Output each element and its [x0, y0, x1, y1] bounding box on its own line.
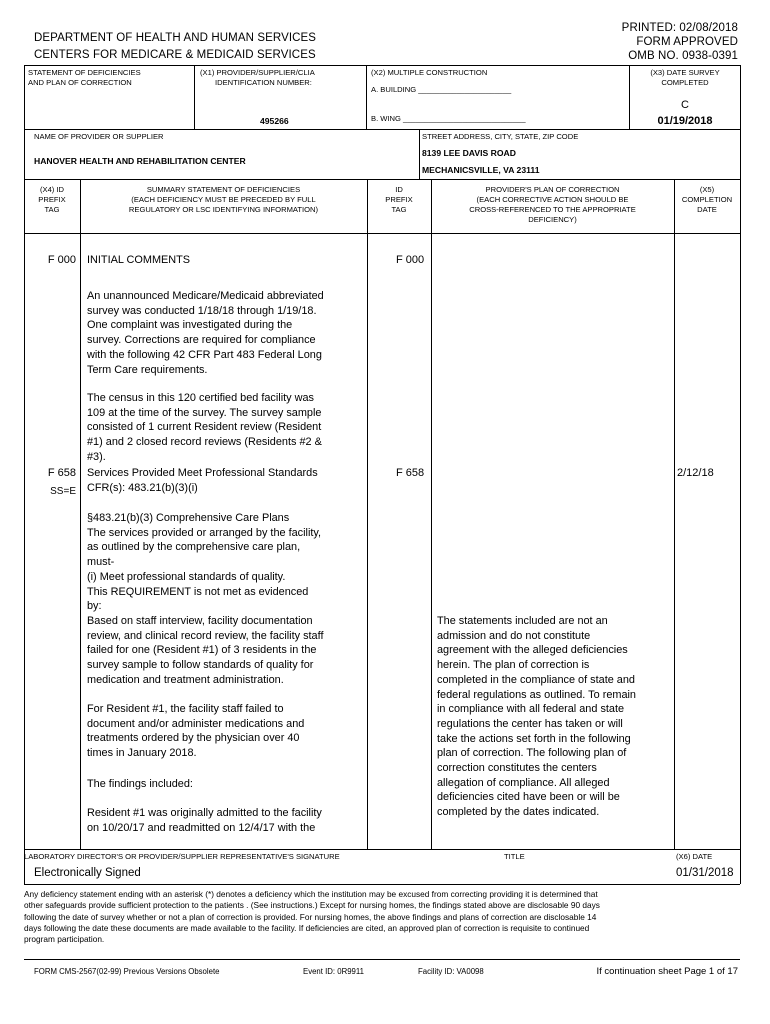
- tag-f000: F 000: [47, 254, 76, 266]
- initial-comments-heading: INITIAL COMMENTS: [87, 254, 191, 266]
- address-city: MECHANICSVILLE, VA 23111: [422, 165, 540, 175]
- x1-label: (X1) PROVIDER/SUPPLIER/CLIA: [200, 68, 315, 77]
- completion-date: 2/12/18: [677, 467, 714, 479]
- statement-label: AND PLAN OF CORRECTION: [28, 78, 132, 87]
- regulation-paragraph: §483.21(b)(3) Comprehensive Care Plans The services provided or arranged by the facility, as outlined by the comprehensive care plan, must- (i) Meet professional standards of quality. This REQUIREMENT is not met as evidenced by: Based on staff interview, facility documentation review, and clinical record review, the facility staff failed for one (Resident #1) of 3 residents in the survey sample to follow standards of quality for medication and treatment administration.: [87, 512, 324, 686]
- provider-name: HANOVER HEALTH AND REHABILITATION CENTER: [34, 156, 246, 166]
- col-divider: [194, 65, 195, 129]
- tag-f658: F 658: [47, 467, 76, 479]
- title-label: TITLE: [504, 852, 525, 861]
- provider-name-label: NAME OF PROVIDER OR SUPPLIER: [34, 132, 164, 141]
- date-label: (X6) DATE: [676, 852, 713, 861]
- rule-line: [24, 233, 740, 234]
- statement-label: STATEMENT OF DEFICIENCIES: [28, 68, 141, 77]
- scope-severity: SS=E: [50, 486, 76, 497]
- right-border: [740, 65, 741, 884]
- signature-date: 01/31/2018: [676, 867, 734, 879]
- rule-line: [24, 959, 740, 960]
- rule-line: [24, 849, 740, 850]
- col-divider: [674, 179, 675, 849]
- survey-date: 01/19/2018: [657, 115, 713, 127]
- form-approved: FORM APPROVED: [636, 36, 738, 48]
- form-number: FORM CMS-2567(02-99) Previous Versions Obsolete: [34, 967, 220, 976]
- x5-header: (X5) COMPLETION DATE: [681, 185, 733, 214]
- address-label: STREET ADDRESS, CITY, STATE, ZIP CODE: [422, 132, 579, 141]
- signature-value: Electronically Signed: [34, 867, 141, 879]
- x3-label: (X3) DATE SURVEY: [650, 68, 720, 77]
- id-header: ID PREFIX TAG: [385, 185, 413, 214]
- rule-line: [24, 129, 740, 130]
- facility-id: Facility ID: VA0098: [418, 967, 484, 976]
- findings-label: The findings included:: [87, 778, 193, 790]
- disclosure-footnote: Any deficiency statement ending with an asterisk (*) denotes a deficiency which the institution may be excused from correcting providing it is determined that other safeguards provide sufficient protection to the patients . (See instructions.) Except for nursing homes, the findings stated above are disclosable 90 days following the date of survey whether or not a plan of correction is provided. For nursing homes, the above findings and plans of correction are disclosable 14 days following the date these documents are made available to the facility. If deficiencies are cited, an approved plan of correction is requisite to continued program participation.: [24, 889, 600, 945]
- x4-header: (X4) ID PREFIX TAG: [38, 185, 66, 214]
- provider-id: 495266: [260, 116, 289, 126]
- f658-title: Services Provided Meet Professional Standards: [87, 467, 318, 479]
- plan-of-correction-text: The statements included are not an admission and do not constitute agreement with the alleged deficiencies herein. The plan of correction is completed in the compliance of state and federal regulations as outlined. To remain in compliance with all federal and state regulations the center has taken or will take the actions set forth in the following plan of correction. The following plan of correction constitutes the centers allegation of compliance. All alleged deficiencies cited have been or will be completed by the dates indicated.: [437, 615, 636, 819]
- f658-cfr: CFR(s): 483.21(b)(3)(i): [87, 482, 198, 494]
- address-street: 8139 LEE DAVIS ROAD: [422, 148, 516, 158]
- page-number: If continuation sheet Page 1 of 17: [596, 966, 738, 977]
- rule-line: [24, 884, 740, 885]
- x1-label: IDENTIFICATION NUMBER:: [215, 78, 312, 87]
- agency-name: CENTERS FOR MEDICARE & MEDICAID SERVICES: [34, 49, 316, 61]
- omb-number: OMB NO. 0938-0391: [628, 50, 738, 62]
- x2-label: (X2) MULTIPLE CONSTRUCTION: [371, 68, 488, 77]
- signature-label: LABORATORY DIRECTOR'S OR PROVIDER/SUPPLIER REPRESENTATIVE'S SIGNATURE: [24, 852, 340, 861]
- admission-paragraph: Resident #1 was originally admitted to the facility on 10/20/17 and readmitted on 12/4/17 with the: [87, 807, 322, 834]
- survey-code: C: [681, 99, 689, 111]
- survey-paragraph: An unannounced Medicare/Medicaid abbreviated survey was conducted 1/18/18 through 1/19/18. One complaint was investigated during the survey. Corrections are required for compliance with the following 42 CFR Part 483 Federal Long Term Care requirements.: [87, 290, 324, 376]
- col-divider: [431, 179, 432, 849]
- wing-label: B. WING _____________________________: [371, 114, 526, 123]
- rule-line: [24, 179, 740, 180]
- plan-tag-f000: F 000: [396, 254, 425, 266]
- col-divider: [419, 129, 420, 179]
- plan-tag-f658: F 658: [396, 467, 425, 479]
- printed-date: PRINTED: 02/08/2018: [621, 22, 738, 34]
- department-name: DEPARTMENT OF HEALTH AND HUMAN SERVICES: [34, 32, 317, 44]
- summary-header: SUMMARY STATEMENT OF DEFICIENCIES (EACH DEFICIENCY MUST BE PRECEDED BY FULL REGULATORY OR LSC IDENTIFYING INFORMATION): [128, 185, 319, 214]
- building-label: A. BUILDING ______________________: [371, 85, 512, 94]
- census-paragraph: The census in this 120 certified bed facility was 109 at the time of the survey. The survey sample consisted of 1 current Resident review (Resident #1) and 2 closed record reviews (Residents #2 & #3).: [87, 392, 322, 463]
- col-divider: [367, 179, 368, 849]
- col-divider: [80, 179, 81, 849]
- x3-label: COMPLETED: [661, 78, 709, 87]
- event-id: Event ID: 0R9911: [303, 967, 364, 976]
- resident-paragraph: For Resident #1, the facility staff failed to document and/or administer medications and treatments ordered by the physician over 40 times in January 2018.: [87, 703, 305, 760]
- plan-header: PROVIDER'S PLAN OF CORRECTION (EACH CORRECTIVE ACTION SHOULD BE CROSS-REFERENCED TO THE APPROPRIATE DEFICIENCY): [469, 185, 636, 224]
- top-border: [24, 65, 740, 66]
- col-divider: [366, 65, 367, 129]
